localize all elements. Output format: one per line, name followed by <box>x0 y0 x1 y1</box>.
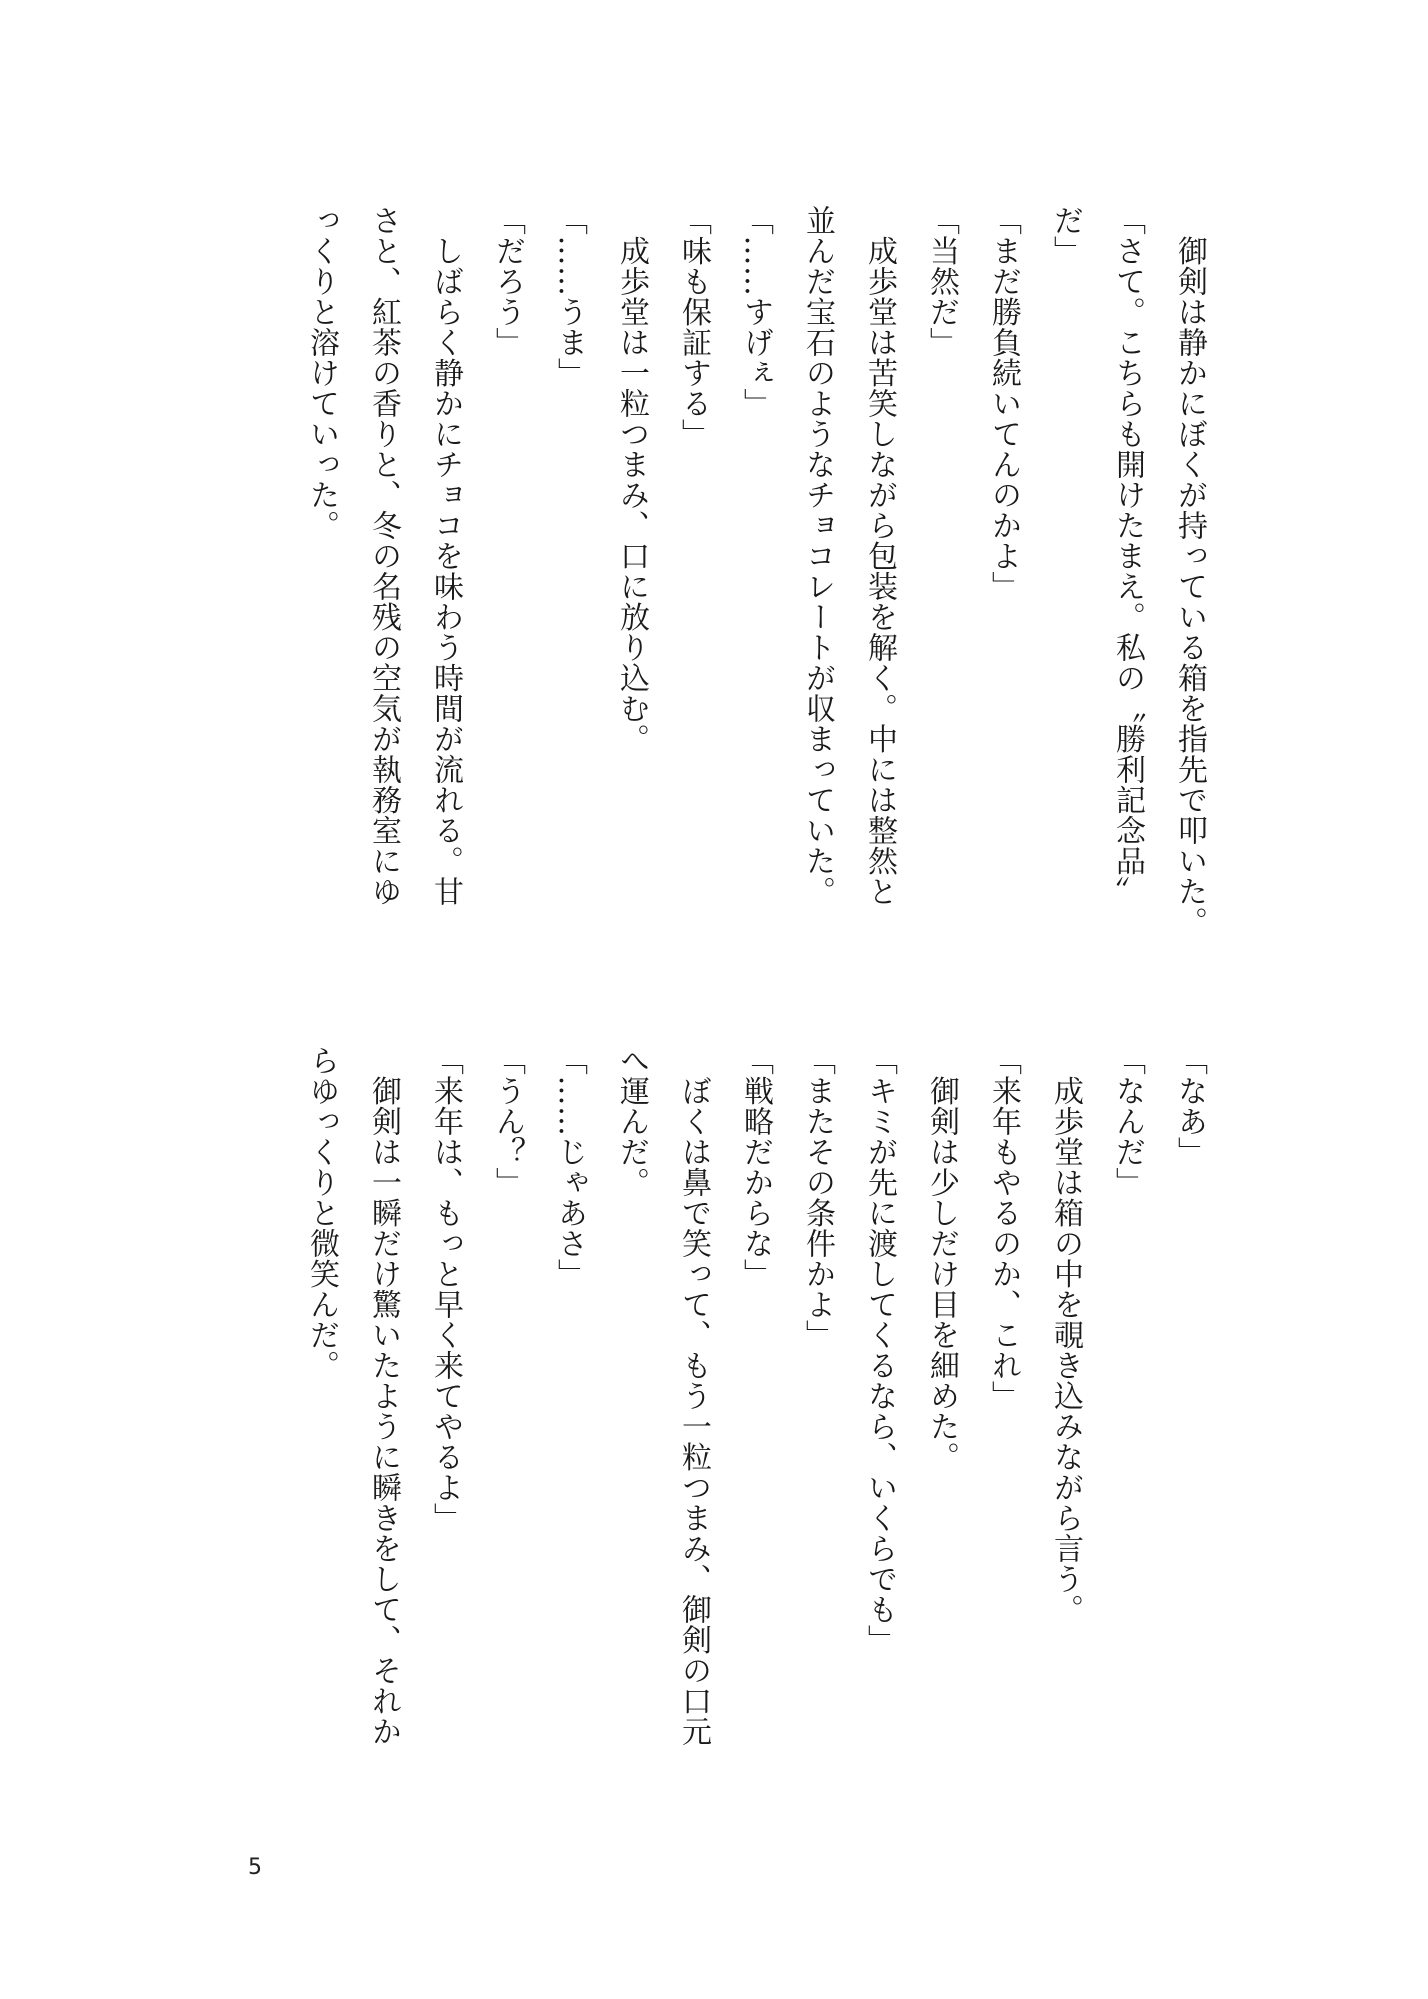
paragraph-line: 「なあ」 <box>1172 1045 1207 1167</box>
paragraph-line: 「……すげぇ」 <box>738 205 773 419</box>
top-text-block <box>260 205 1220 995</box>
paragraph-line: らゆっくりと微笑んだ。 <box>304 1045 339 1381</box>
paragraph-line: へ運んだ。 <box>614 1045 649 1198</box>
paragraph-line: さと、紅茶の香りと、冬の名残の空気が執務室にゆ <box>366 205 401 907</box>
paragraph-line: 「なんだ」 <box>1110 1045 1145 1198</box>
paragraph-line: 並んだ宝石のようなチョコレートが収まっていた。 <box>800 205 835 907</box>
paragraph-line: 「さて。こちらも開けたまえ。私の〝勝利記念品〟 <box>1110 205 1145 907</box>
paragraph-line: 「またその条件かよ」 <box>800 1045 835 1350</box>
paragraph-line: 「キミが先に渡してくるなら、いくらでも」 <box>862 1045 897 1655</box>
bottom-text-block <box>260 1045 1220 1825</box>
paragraph-line: 成歩堂は苦笑しながら包装を解く。中には整然と <box>862 205 897 907</box>
paragraph-line: ぼくは鼻で笑って、もう一粒つまみ、御剣の口元 <box>676 1045 711 1747</box>
paragraph-line: 成歩堂は一粒つまみ、口に放り込む。 <box>614 205 649 754</box>
paragraph-line: 成歩堂は箱の中を覗き込みながら言う。 <box>1048 1045 1083 1625</box>
paragraph-line: 「だろう」 <box>490 205 525 358</box>
paragraph-line: 「来年もやるのか、これ」 <box>986 1045 1021 1411</box>
paragraph-line: 「うん？」 <box>490 1045 525 1198</box>
page-number: 5 <box>248 1855 262 1880</box>
paragraph-line: だ」 <box>1048 205 1083 266</box>
paragraph-line: 御剣は静かにぼくが持っている箱を指先で叩いた。 <box>1172 205 1207 937</box>
paragraph-line: 御剣は一瞬だけ驚いたように瞬きをして、それか <box>366 1045 401 1747</box>
paragraph-line: 「戦略だからな」 <box>738 1045 773 1289</box>
paragraph-line: 「……じゃあさ」 <box>552 1045 587 1289</box>
paragraph-line: 御剣は少しだけ目を細めた。 <box>924 1045 959 1472</box>
paragraph-line: しばらく静かにチョコを味わう時間が流れる。甘 <box>428 205 463 907</box>
paragraph-line: 「味も保証する」 <box>676 205 711 449</box>
paragraph-line: っくりと溶けていった。 <box>304 205 339 541</box>
paragraph-line: 「……うま」 <box>552 205 587 388</box>
paragraph-line: 「まだ勝負続いてんのかよ」 <box>986 205 1021 602</box>
paragraph-line: 「当然だ」 <box>924 205 959 358</box>
paragraph-line: 「来年は、もっと早く来てやるよ」 <box>428 1045 463 1533</box>
